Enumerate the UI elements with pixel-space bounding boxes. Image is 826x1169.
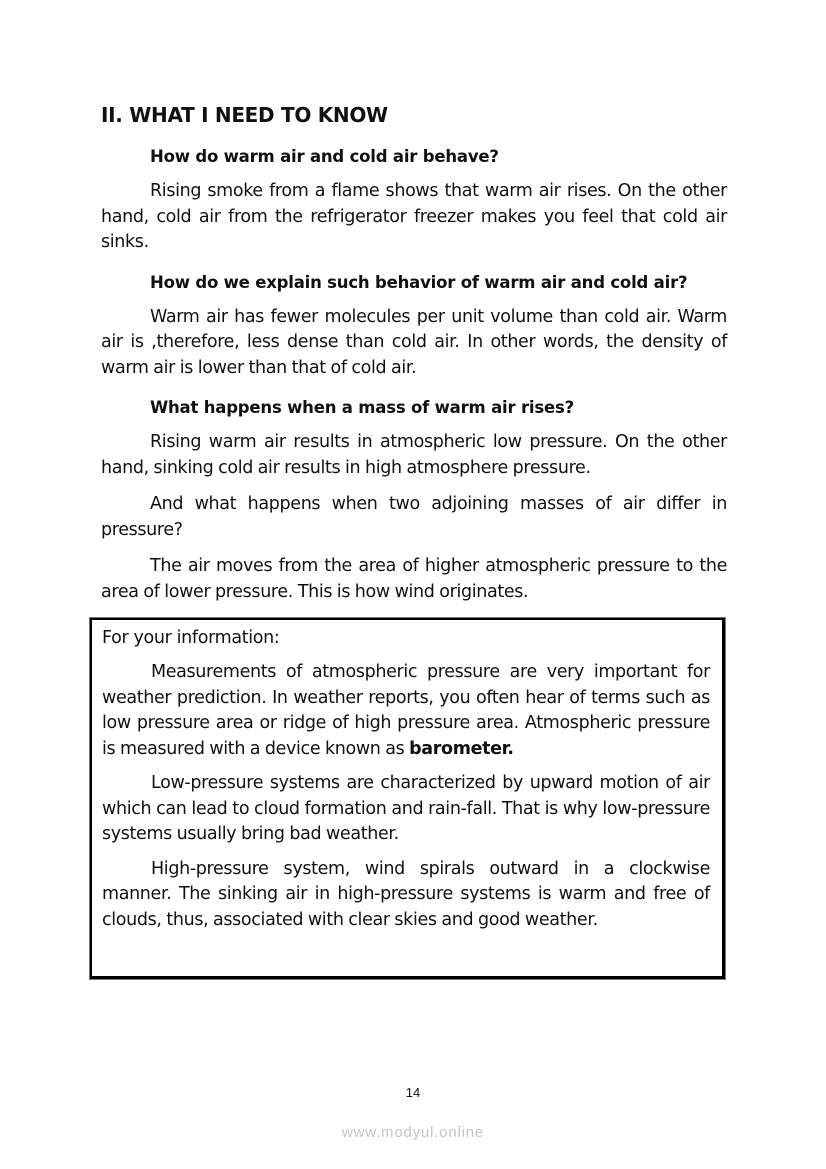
info-box-label: For your information: bbox=[102, 628, 280, 648]
barometer-term: barometer. bbox=[409, 738, 514, 759]
info-paragraph-low-pressure-systems: Low-pressure systems are characterized by upward motion of air which can lead to cloud formation and rain-fall. That is why low-pressure systems usually bring bad weather. bbox=[102, 773, 710, 844]
question-warm-cold-behave: How do warm air and cold air behave? bbox=[150, 147, 499, 166]
paragraph-rising-smoke: Rising smoke from a flame shows that warm air rises. On the other hand, cold air from the refrigerator freezer makes you feel that cold air sinks. bbox=[101, 181, 727, 252]
watermark: www.modyul.online bbox=[342, 1124, 484, 1141]
paragraph-adjoining-masses: And what happens when two adjoining masses of air differ in pressure? bbox=[101, 494, 727, 540]
section-title: II. WHAT I NEED TO KNOW bbox=[101, 103, 388, 127]
paragraph-wind-origin: The air moves from the area of higher atmospheric pressure to the area of lower pressure. This is how wind originates. bbox=[101, 556, 727, 602]
info-box bbox=[89, 617, 726, 980]
page-number: 14 bbox=[405, 1085, 421, 1100]
question-warm-air-rises: What happens when a mass of warm air rises? bbox=[150, 398, 574, 417]
paragraph-density: Warm air has fewer molecules per unit volume than cold air. Warm air is ,therefore, less dense than cold air. In other words, the density of warm air is lower than that of cold air. bbox=[101, 306, 727, 378]
info-paragraph-barometer-text: Measurements of atmospheric pressure are very important for weather prediction. In weather reports, you often hear of terms such as low pressure area or ridge of high pressure area. Atmospheric pressure is measured with a device known as bbox=[102, 662, 710, 759]
paragraph-low-pressure: Rising warm air results in atmospheric low pressure. On the other hand, sinking cold air results in high atmosphere pressure. bbox=[101, 432, 727, 478]
page-content bbox=[101, 100, 727, 605]
info-paragraph-high-pressure-systems: High-pressure system, wind spirals outward in a clockwise manner. The sinking air in high-pressure systems is warm and free of clouds, thus, associated with clear skies and good weather. bbox=[102, 858, 710, 930]
question-explain-behavior: How do we explain such behavior of warm air and cold air? bbox=[150, 272, 688, 292]
info-paragraph-barometer bbox=[102, 660, 710, 762]
